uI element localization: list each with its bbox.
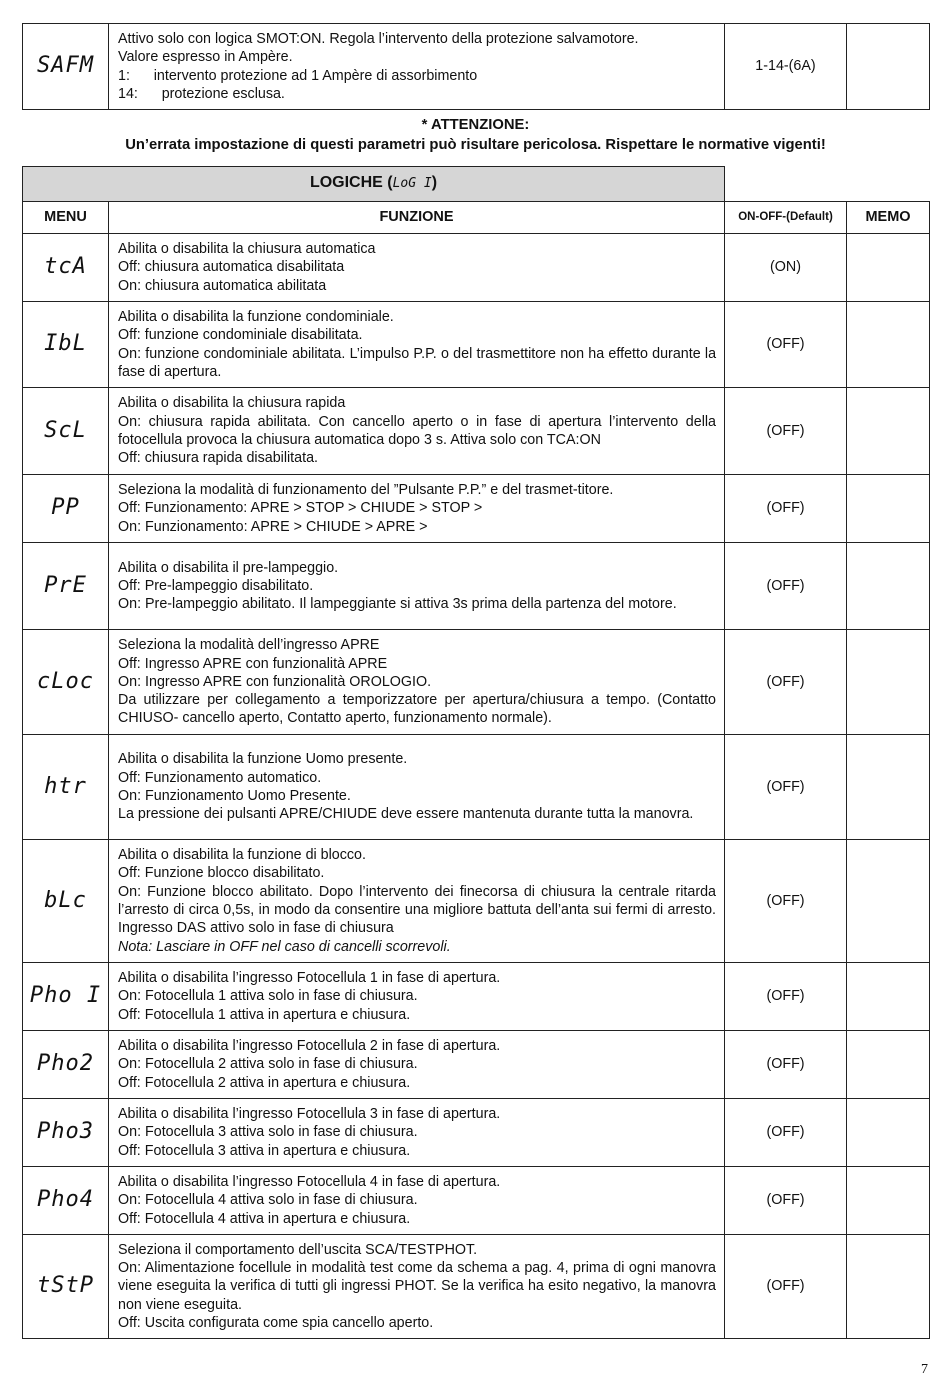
description-line: On: Funzionamento: APRE > CHIUDE > APRE >	[118, 518, 428, 535]
table-row	[23, 234, 930, 302]
warning-title: * ATTENZIONE:	[421, 117, 530, 133]
description-line: Abilita o disabilita la chiusura automatica	[118, 241, 376, 258]
memo-cell	[847, 24, 930, 110]
section-title: LOGICHE (LoG I)	[23, 167, 725, 202]
blank-cell	[725, 167, 930, 202]
table-row	[23, 735, 930, 840]
description-line: On: Alimentazione focellule in modalità test come da schema a pag. 4, prima di ogni manovra viene eseguita la verifica di tutti gli ingressi PHOT. Se la verifica ha esito negativo, la manovra non viene eseguita.	[118, 1260, 717, 1313]
menu-code: bLc	[23, 840, 109, 963]
parameter-table-top	[22, 23, 930, 110]
table-row	[23, 963, 930, 1031]
header-onoff: ON-OFF-(Default)	[725, 202, 847, 234]
memo-cell	[847, 1031, 930, 1099]
menu-code: tcA	[23, 234, 109, 302]
warning-text: Un’errata impostazione di questi parametri può risultare pericolosa. Rispettare le normative vigenti!	[125, 136, 826, 153]
logiche-table	[22, 166, 930, 1339]
function-description	[109, 735, 725, 840]
memo-cell	[847, 630, 930, 735]
section-code: LoG I	[392, 176, 432, 192]
description-line: Valore espresso in Ampère.	[118, 49, 293, 66]
memo-cell	[847, 840, 930, 963]
description-line: Off: Fotocellula 4 attiva in apertura e chiusura.	[118, 1210, 411, 1227]
memo-cell	[847, 1235, 930, 1339]
description-line: Da utilizzare per collegamento a temporizzatore per apertura/chiusura a tempo. (Contatto CHIUSO- cancello aperto, Contatto aperto, funzionamento normale).	[118, 692, 717, 727]
table-row	[23, 24, 930, 110]
memo-cell	[847, 302, 930, 388]
default-value: (OFF)	[725, 1099, 847, 1167]
table-row	[23, 840, 930, 963]
description-line: Off: Uscita configurata come spia cancello aperto.	[118, 1314, 434, 1331]
description-line: On: Pre-lampeggio abilitato. Il lampeggiante si attiva 3s prima della partenza del motore.	[118, 596, 677, 613]
description-line: Abilita o disabilita l’ingresso Fotocellula 4 in fase di apertura.	[118, 1174, 501, 1191]
description-line: Off: Fotocellula 3 attiva in apertura e chiusura.	[118, 1142, 411, 1159]
description-line: Off: Fotocellula 2 attiva in apertura e chiusura.	[118, 1074, 411, 1091]
description-line: Off: chiusura automatica disabilitata	[118, 259, 345, 276]
menu-code: htr	[23, 735, 109, 840]
function-description	[109, 302, 725, 388]
table-row	[23, 475, 930, 543]
page-number: 7	[921, 1362, 928, 1377]
description-line: 1: intervento protezione ad 1 Ampère di assorbimento	[118, 67, 478, 84]
menu-code: Pho4	[23, 1167, 109, 1235]
description-line: On: Fotocellula 2 attiva solo in fase di chiusura.	[118, 1056, 418, 1073]
description-line: Off: Pre-lampeggio disabilitato.	[118, 577, 314, 594]
table-row	[23, 388, 930, 475]
function-description	[109, 24, 725, 110]
description-line: On: Funzionamento Uomo Presente.	[118, 788, 351, 804]
function-description	[109, 475, 725, 543]
menu-code: PrE	[23, 543, 109, 630]
description-line: On: Fotocellula 3 attiva solo in fase di chiusura.	[118, 1124, 418, 1141]
description-line: Off: funzione condominiale disabilitata.	[118, 327, 363, 344]
default-value: (OFF)	[725, 1235, 847, 1339]
description-line: On: funzione condominiale abilitata. L’impulso P.P. o del trasmettitore non ha effetto durante la fase di apertura.	[118, 345, 717, 380]
description-line: Abilita o disabilita l’ingresso Fotocellula 2 in fase di apertura.	[118, 1038, 501, 1055]
function-description	[109, 1031, 725, 1099]
default-value: (OFF)	[725, 302, 847, 388]
table-row	[23, 630, 930, 735]
description-line: Abilita o disabilita la funzione Uomo presente.	[118, 751, 408, 768]
section-header-row	[23, 167, 930, 202]
table-row	[23, 1235, 930, 1339]
description-line: On: Fotocellula 4 attiva solo in fase di chiusura.	[118, 1192, 418, 1209]
description-line: Abilita o disabilita la funzione condominiale.	[118, 308, 394, 325]
menu-code: ScL	[23, 388, 109, 475]
description-line: Abilita o disabilita la funzione di blocco.	[118, 847, 366, 864]
default-value: (OFF)	[725, 630, 847, 735]
table-row	[23, 302, 930, 388]
warning-box	[22, 116, 929, 155]
header-menu: MENU	[23, 202, 109, 234]
description-line: Seleziona la modalità di funzionamento del ”Pulsante P.P.” e del trasmet-titore.	[118, 482, 614, 499]
description-line: Abilita o disabilita il pre-lampeggio.	[118, 559, 339, 576]
description-line: Seleziona il comportamento dell’uscita SCA/TESTPHOT.	[118, 1241, 478, 1258]
description-line: Abilita o disabilita l’ingresso Fotocellula 1 in fase di apertura.	[118, 970, 501, 987]
menu-code: PP	[23, 475, 109, 543]
description-line: Abilita o disabilita l’ingresso Fotocellula 3 in fase di apertura.	[118, 1106, 501, 1123]
memo-cell	[847, 234, 930, 302]
description-line: Attivo solo con logica SMOT:ON. Regola l’intervento della protezione salvamotore.	[118, 30, 639, 47]
table-row	[23, 1167, 930, 1235]
menu-code: SAFM	[23, 24, 109, 110]
description-line: Off: Funzionamento automatico.	[118, 769, 322, 786]
table-row	[23, 1099, 930, 1167]
table-row	[23, 543, 930, 630]
menu-code: cLoc	[23, 630, 109, 735]
default-value: (OFF)	[725, 963, 847, 1031]
default-value: (OFF)	[725, 1031, 847, 1099]
menu-code: tStP	[23, 1235, 109, 1339]
function-description	[109, 1235, 725, 1339]
function-description	[109, 388, 725, 475]
menu-code: Pho I	[23, 963, 109, 1031]
default-value: (OFF)	[725, 475, 847, 543]
memo-cell	[847, 963, 930, 1031]
description-line: Seleziona la modalità dell’ingresso APRE	[118, 637, 380, 654]
description-line: 14: protezione esclusa.	[118, 85, 285, 102]
menu-code: IbL	[23, 302, 109, 388]
description-line: La pressione dei pulsanti APRE/CHIUDE deve essere mantenuta durante tutta la manovra.	[118, 806, 694, 823]
description-line: On: Fotocellula 1 attiva solo in fase di chiusura.	[118, 988, 418, 1005]
description-line: Off: Funzione blocco disabilitato.	[118, 865, 325, 882]
description-line: On: Funzione blocco abilitato. Dopo l’intervento dei finecorsa di chiusura la centrale ritarda l’arresto di circa 0,5s, in modo da consentire una migliore battuta dell’anta sui fermi di arresto. Ingresso DAS attivo solo in fase di chiusura	[118, 883, 717, 937]
note-line: Nota: Lasciare in OFF nel caso di cancelli scorrevoli.	[118, 938, 451, 955]
menu-code: Pho2	[23, 1031, 109, 1099]
description-line: Off: chiusura rapida disabilitata.	[118, 450, 319, 467]
function-description	[109, 840, 725, 963]
default-value: (OFF)	[725, 543, 847, 630]
default-value: (OFF)	[725, 1167, 847, 1235]
default-value: (OFF)	[725, 735, 847, 840]
function-description	[109, 1099, 725, 1167]
default-value: 1-14-(6A)	[725, 24, 847, 110]
description-line: On: Ingresso APRE con funzionalità OROLOGIO.	[118, 673, 432, 690]
description-line: On: chiusura rapida abilitata. Con cancello aperto o in fase di apertura l’intervento della fotocellula provoca la chiusura automatica dopo 3 s. Attiva solo con TCA:ON	[118, 413, 717, 448]
function-description	[109, 234, 725, 302]
default-value: (ON)	[725, 234, 847, 302]
default-value: (OFF)	[725, 840, 847, 963]
menu-code: Pho3	[23, 1099, 109, 1167]
function-description	[109, 963, 725, 1031]
description-line: On: chiusura automatica abilitata	[118, 277, 327, 294]
memo-cell	[847, 735, 930, 840]
description-line: Off: Funzionamento: APRE > STOP > CHIUDE > STOP >	[118, 500, 483, 517]
header-funzione: FUNZIONE	[109, 202, 725, 234]
function-description	[109, 1167, 725, 1235]
description-line: Off: Fotocellula 1 attiva in apertura e chiusura.	[118, 1006, 411, 1023]
column-header-row	[23, 202, 930, 234]
default-value: (OFF)	[725, 388, 847, 475]
memo-cell	[847, 1099, 930, 1167]
memo-cell	[847, 475, 930, 543]
memo-cell	[847, 543, 930, 630]
memo-cell	[847, 388, 930, 475]
function-description	[109, 543, 725, 630]
description-line: Abilita o disabilita la chiusura rapida	[118, 395, 346, 412]
description-line: Off: Ingresso APRE con funzionalità APRE	[118, 655, 388, 672]
function-description	[109, 630, 725, 735]
memo-cell	[847, 1167, 930, 1235]
table-row	[23, 1031, 930, 1099]
header-memo: MEMO	[847, 202, 930, 234]
